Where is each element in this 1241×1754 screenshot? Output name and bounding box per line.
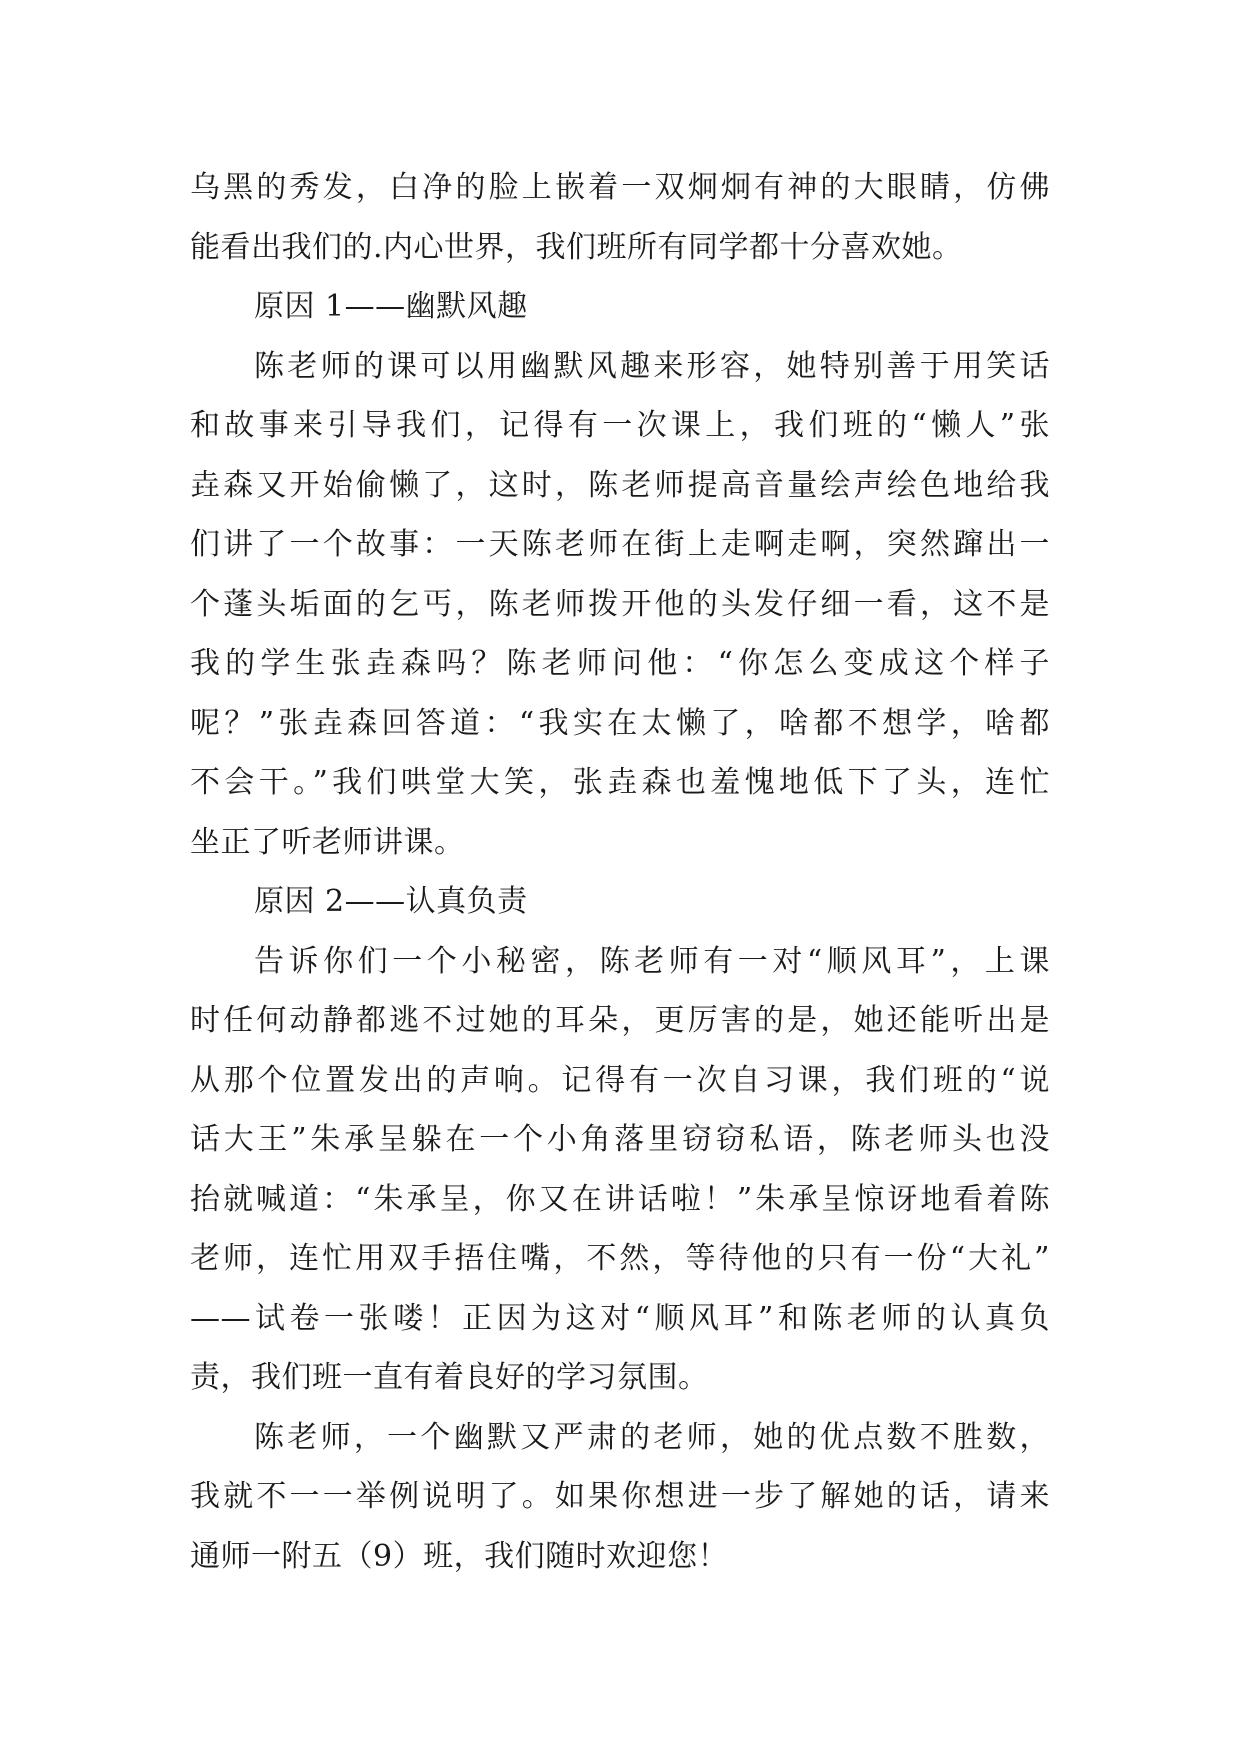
text-line: 陈老师，一个幽默又严肃的老师，她的优点数不胜数，	[254, 1419, 1050, 1455]
text-line: 垚森又开始偷懒了，这时，陈老师提高音量绘声绘色地给我	[190, 467, 1050, 503]
text-line: 我就不一一举例说明了。如果你想进一步了解她的话，请来	[190, 1479, 1050, 1514]
text-line: ——试卷一张喽！正因为这对“顺风耳”和陈老师的认真负	[190, 1300, 1050, 1336]
text-line: 时任何动静都逃不过她的耳朵，更厉害的是，她还能听出是	[190, 1003, 1050, 1038]
text-line: 告诉你们一个小秘密，陈老师有一对“顺风耳”，上课	[254, 943, 1050, 979]
text-line: 原因 1——幽默风趣	[254, 289, 528, 324]
text-line: 乌黑的秀发，白净的脸上嵌着一双炯炯有神的大眼睛，仿佛	[190, 170, 1050, 205]
text-line: 抬就喊道：“朱承呈，你又在讲话啦！”朱承呈惊讶地看着陈	[190, 1181, 1050, 1217]
text-line: 通师一附五（9）班，我们随时欢迎您！	[190, 1538, 729, 1574]
text-line: 坐正了听老师讲课。	[190, 824, 465, 860]
text-line: 原因 2——认真负责	[254, 884, 528, 919]
text-line: 我的学生张垚森吗？陈老师问他：“你怎么变成这个样子	[190, 646, 1050, 681]
text-line: 个蓬头垢面的乞丐，陈老师拨开他的头发仔细一看，这不是	[190, 586, 1050, 622]
text-line: 老师，连忙用双手捂住嘴，不然，等待他的只有一份“大礼”	[190, 1241, 1050, 1276]
text-line: 和故事来引导我们，记得有一次课上，我们班的“懒人”张	[190, 408, 1050, 443]
text-line: 责，我们班一直有着良好的学习氛围。	[190, 1360, 709, 1395]
text-line: 们讲了一个故事：一天陈老师在街上走啊走啊，突然蹿出一	[190, 527, 1050, 562]
text-line: 不会干。”我们哄堂大笑，张垚森也羞愧地低下了头，连忙	[190, 765, 1050, 800]
text-line: 从那个位置发出的声响。记得有一次自习课，我们班的“说	[190, 1062, 1050, 1098]
text-line: 能看出我们的.内心世界，我们班所有同学都十分喜欢她。	[190, 229, 963, 265]
text-line: 陈老师的课可以用幽默风趣来形容，她特别善于用笑话	[254, 348, 1050, 384]
text-line: 呢？”张垚森回答道：“我实在太懒了，啥都不想学，啥都	[190, 705, 1050, 741]
text-line: 话大王”朱承呈躲在一个小角落里窃窃私语，陈老师头也没	[190, 1122, 1050, 1157]
body-text	[190, 158, 1050, 1586]
